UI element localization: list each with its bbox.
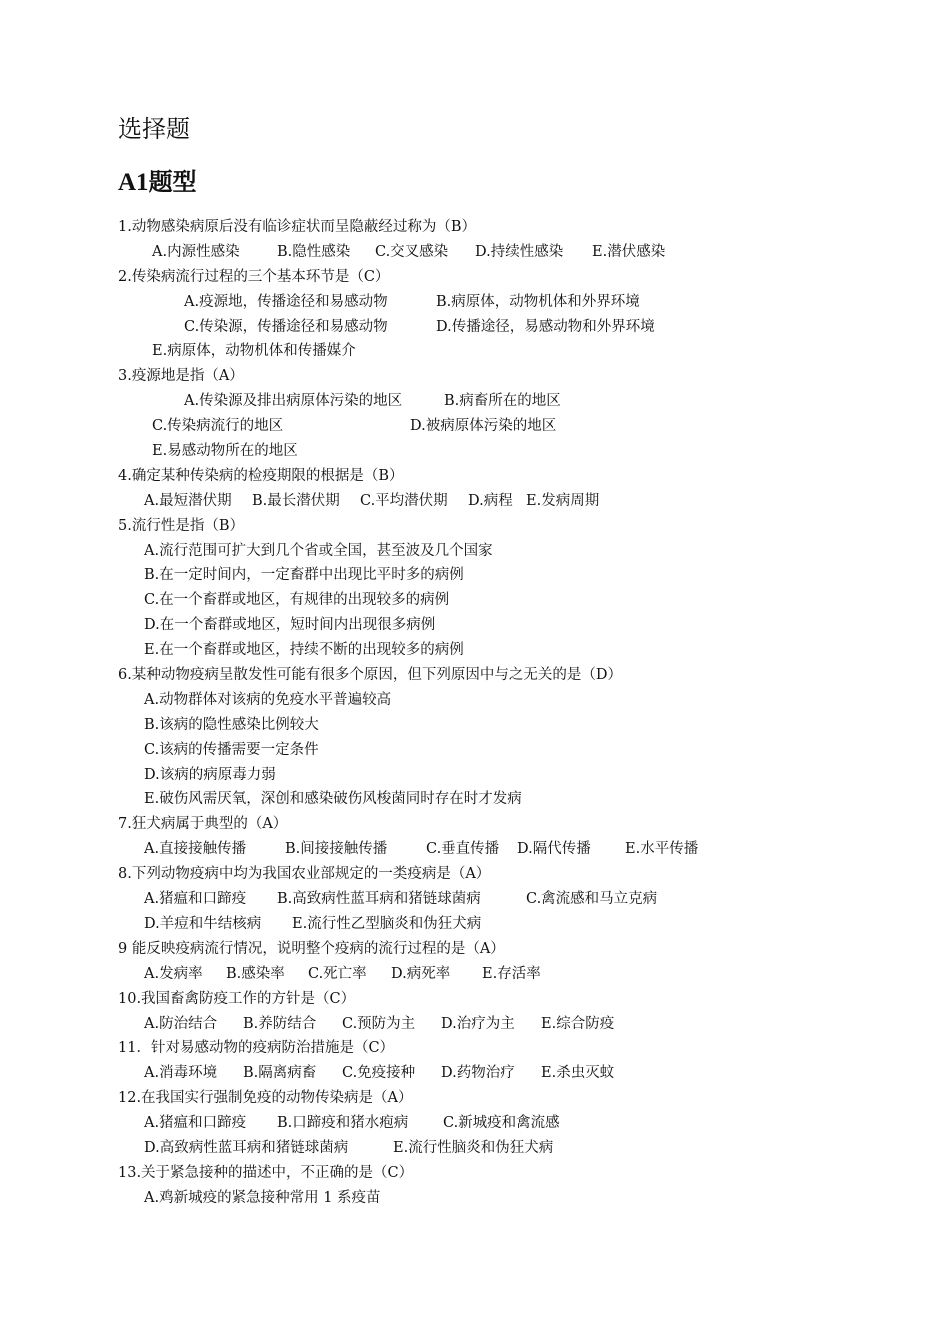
option-text: D.病程 (468, 492, 513, 509)
option-text: A.动物群体对该病的免疫水平普遍较高 (144, 691, 392, 708)
option-text: A.发病率 (144, 965, 203, 982)
option-text: E.流行性脑炎和伪狂犬病 (393, 1139, 554, 1156)
option-text: E.易感动物所在的地区 (152, 443, 298, 460)
option-text: E.潜伏感染 (592, 243, 666, 260)
option-text: C.垂直传播 (426, 841, 500, 858)
answer-options (118, 439, 918, 464)
answer-options (118, 1061, 918, 1086)
answer-options (118, 1111, 918, 1136)
question-stem (118, 862, 918, 887)
question-stem (118, 514, 918, 539)
answer-options (118, 414, 918, 439)
answer-options (118, 787, 918, 812)
question-text: 4.确定某种传染病的检疫期限的根据是（B） (118, 467, 404, 484)
question-text: 2.传染病流行过程的三个基本环节是（C） (118, 268, 390, 285)
question-stem (118, 215, 918, 240)
option-text: B.口蹄疫和猪水疱病 (277, 1115, 409, 1132)
question-stem (118, 464, 918, 489)
option-text: E.流行性乙型脑炎和伪狂犬病 (292, 915, 482, 932)
answer-options (118, 887, 918, 912)
option-text: B.病原体，动物机体和外界环境 (436, 293, 640, 310)
section-title: 选择题 (118, 115, 190, 143)
answer-options (118, 1136, 918, 1161)
question-stem (118, 364, 918, 389)
question-text: 1.动物感染病原后没有临诊症状而呈隐蔽经过称为（B） (118, 219, 476, 235)
question-text: 12.在我国实行强制免疫的动物传染病是（A） (118, 1090, 413, 1107)
answer-options (118, 688, 918, 713)
option-text: E.杀虫灭蚊 (541, 1065, 615, 1082)
answer-options (118, 613, 918, 638)
option-text: C.预防为主 (342, 1015, 416, 1032)
answer-options (118, 563, 918, 588)
answer-options (118, 389, 918, 414)
answer-options (118, 912, 918, 937)
option-text: B.在一定时间内，一定畜群中出现比平时多的病例 (144, 567, 464, 584)
question-list (118, 215, 918, 1211)
answer-options (118, 315, 918, 340)
option-text: E.水平传播 (625, 841, 699, 858)
option-text: A.猪瘟和口蹄疫 (144, 1115, 247, 1132)
option-text: B.隔离病畜 (243, 1065, 317, 1082)
question-stem (118, 1161, 918, 1186)
option-text: C.平均潜伏期 (360, 492, 448, 509)
option-text: D.传播途径，易感动物和外界环境 (436, 318, 655, 335)
answer-options (118, 713, 918, 738)
answer-options (118, 588, 918, 613)
option-text: E.综合防疫 (541, 1015, 615, 1032)
option-text: B.养防结合 (243, 1015, 317, 1032)
question-text: 5.流行性是指（B） (118, 517, 244, 534)
answer-options (118, 1186, 918, 1211)
answer-options (118, 539, 918, 564)
question-text: 7.狂犬病属于典型的（A） (118, 816, 288, 833)
question-stem (118, 812, 918, 837)
option-text: A.疫源地，传播途径和易感动物 (184, 293, 388, 310)
option-text: D.羊痘和牛结核病 (144, 915, 262, 932)
answer-options (118, 1012, 918, 1037)
option-text: C.禽流感和马立克病 (526, 891, 658, 908)
option-text: D.在一个畜群或地区，短时间内出现很多病例 (144, 617, 436, 634)
answer-options (118, 738, 918, 763)
option-text: D.药物治疗 (441, 1065, 515, 1082)
option-text: A.最短潜伏期 (144, 492, 232, 509)
question-text: 10.我国畜禽防疫工作的方针是（C） (118, 990, 356, 1007)
option-text: D.高致病性蓝耳病和猪链球菌病 (144, 1139, 349, 1156)
option-text: D.病死率 (391, 965, 451, 982)
question-stem (118, 265, 918, 290)
question-stem (118, 663, 918, 688)
option-text: C.新城疫和禽流感 (443, 1115, 560, 1132)
option-text: A.鸡新城疫的紧急接种常用 1 系疫苗 (144, 1189, 381, 1206)
option-text: A.防治结合 (144, 1015, 218, 1032)
option-text: C.交叉感染 (375, 243, 449, 260)
option-text: A.直接接触传播 (144, 841, 247, 858)
answer-options (118, 638, 918, 663)
option-text: B.高致病性蓝耳病和猪链球菌病 (277, 891, 481, 908)
option-text: B.最长潜伏期 (252, 492, 340, 509)
option-text: E.存活率 (482, 965, 541, 982)
question-stem (118, 987, 918, 1012)
option-text: C.传染源，传播途径和易感动物 (184, 318, 388, 335)
option-text: D.该病的病原毒力弱 (144, 766, 276, 783)
option-text: E.破伤风需厌氧，深创和感染破伤风梭菌同时存在时才发病 (144, 791, 522, 808)
option-text: E.发病周期 (526, 492, 600, 509)
option-text: C.死亡率 (308, 965, 367, 982)
option-text: D.隔代传播 (517, 841, 591, 858)
option-text: A.消毒环境 (144, 1065, 218, 1082)
answer-options (118, 763, 918, 788)
option-text: E.病原体，动物机体和传播媒介 (152, 343, 356, 360)
subsection-title-text: 题型 (148, 167, 197, 196)
option-text: B.隐性感染 (277, 243, 351, 260)
option-text: B.该病的隐性感染比例较大 (144, 716, 319, 733)
question-stem (118, 1086, 918, 1111)
option-text: B.病畜所在的地区 (444, 393, 561, 410)
option-text: E.在一个畜群或地区，持续不断的出现较多的病例 (144, 642, 464, 659)
question-text: 11．针对易感动物的疫病防治措施是（C） (118, 1040, 395, 1057)
option-text: D.被病原体污染的地区 (410, 418, 557, 435)
option-text: C.传染病流行的地区 (152, 418, 284, 435)
subsection-title-bold: A1 (118, 169, 149, 196)
option-text: A.内源性感染 (152, 243, 240, 260)
answer-options (118, 240, 918, 265)
option-text: D.治疗为主 (441, 1015, 515, 1032)
option-text: B.间接接触传播 (285, 841, 388, 858)
answer-options (118, 290, 918, 315)
option-text: C.在一个畜群或地区，有规律的出现较多的病例 (144, 592, 450, 609)
answer-options (118, 962, 918, 987)
question-text: 13.关于紧急接种的描述中，不正确的是（C） (118, 1164, 414, 1181)
option-text: A.猪瘟和口蹄疫 (144, 891, 247, 908)
option-text: A.流行范围可扩大到几个省或全国，甚至波及几个国家 (144, 542, 493, 559)
question-text: 8.下列动物疫病中均为我国农业部规定的一类疫病是（A） (118, 866, 491, 883)
option-text: A.传染源及排出病原体污染的地区 (184, 393, 403, 410)
option-text: C.该病的传播需要一定条件 (144, 741, 319, 758)
question-stem (118, 937, 918, 962)
option-text: B.感染率 (226, 965, 285, 982)
question-text: 6.某种动物疫病呈散发性可能有很多个原因，但下列原因中与之无关的是（D） (118, 667, 622, 684)
option-text: C.免疫接种 (342, 1065, 416, 1082)
answer-options (118, 489, 918, 514)
answer-options (118, 837, 918, 862)
question-text: 3.疫源地是指（A） (118, 368, 244, 385)
answer-options (118, 339, 918, 364)
question-stem (118, 1036, 918, 1061)
question-text: 9 能反映疫病流行情况，说明整个疫病的流行过程的是（A） (118, 940, 505, 957)
subsection-title (118, 164, 197, 201)
option-text: D.持续性感染 (475, 243, 564, 260)
